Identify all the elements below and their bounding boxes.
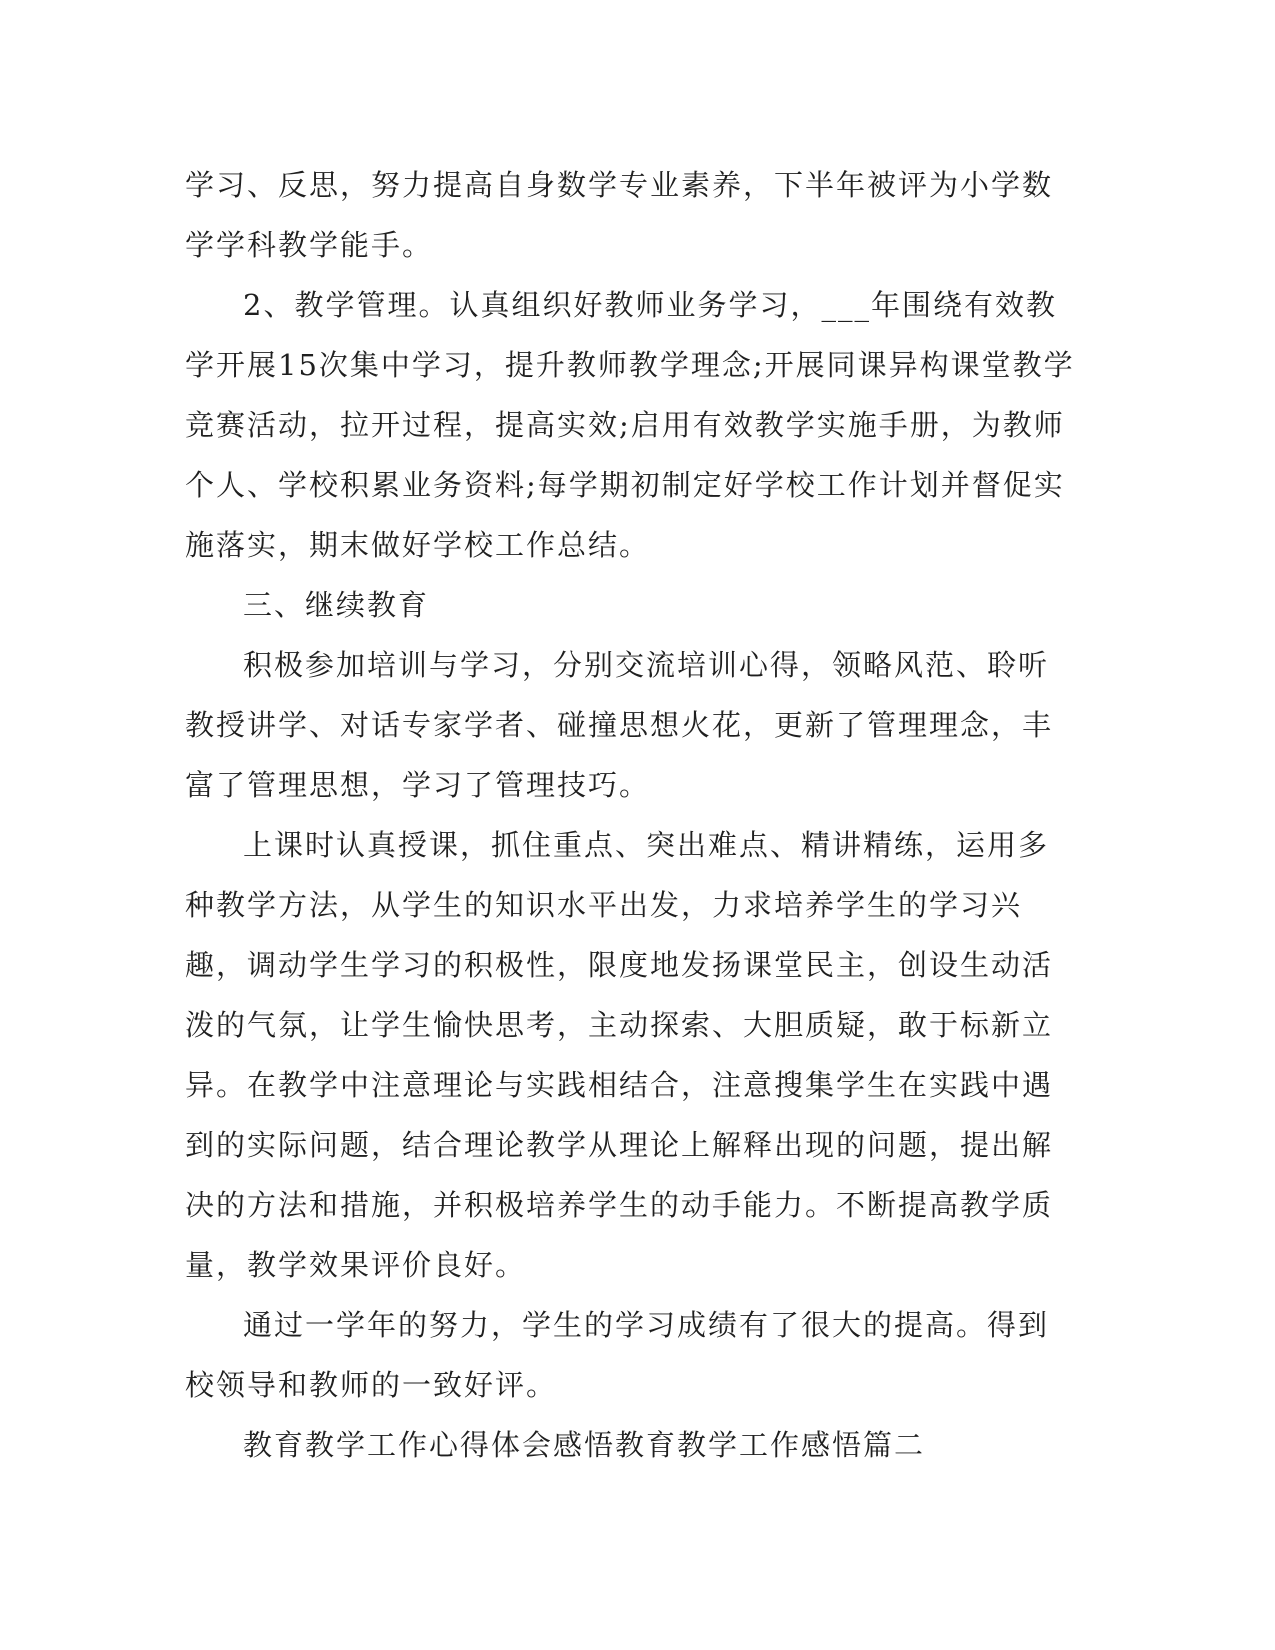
paragraph-continuation: 学习、反思，努力提高自身数学专业素养，下半年被评为小学数学学科教学能手。 xyxy=(185,168,1054,262)
next-article-title: 教育教学工作心得体会感悟教育教学工作感悟篇二 xyxy=(243,1428,926,1462)
paragraph-classroom-teaching: 上课时认真授课，抓住重点、突出难点、精讲精练，运用多种教学方法，从学生的知识水平出发，力求培养学生的学习兴趣，调动学生学习的积极性，限度地发扬课堂民主，创设生动活泼的气氛，让学生愉快思考，主动探索、大胆质疑，敢于标新立异。在教学中注意理论与实践相结合，注意搜集学生在实践中遇到的实际问题，结合理论教学从理论上解释出现的问题，提出解决的方法和措施，并积极培养学生的动手能力。不断提高教学质量，教学效果评价良好。 xyxy=(185,828,1054,1282)
document-body xyxy=(185,155,1075,1475)
paragraph-results: 通过一学年的努力，学生的学习成绩有了很大的提高。得到校领导和教师的一致好评。 xyxy=(185,1308,1050,1402)
section-heading-continuing-education: 三、继续教育 xyxy=(243,588,430,622)
paragraph-teaching-management: 2、教学管理。认真组织好教师业务学习，___年围绕有效教学开展15次集中学习，提升教师教学理念;开展同课异构课堂教学竞赛活动，拉开过程，提高实效;启用有效教学实施手册，为教师个人、学校积累业务资料;每学期初制定好学校工作计划并督促实施落实，期末做好学校工作总结。 xyxy=(185,288,1075,562)
paragraph-training: 积极参加培训与学习，分别交流培训心得，领略风范、聆听教授讲学、对话专家学者、碰撞思想火花，更新了管理理念，丰富了管理思想，学习了管理技巧。 xyxy=(185,648,1054,802)
